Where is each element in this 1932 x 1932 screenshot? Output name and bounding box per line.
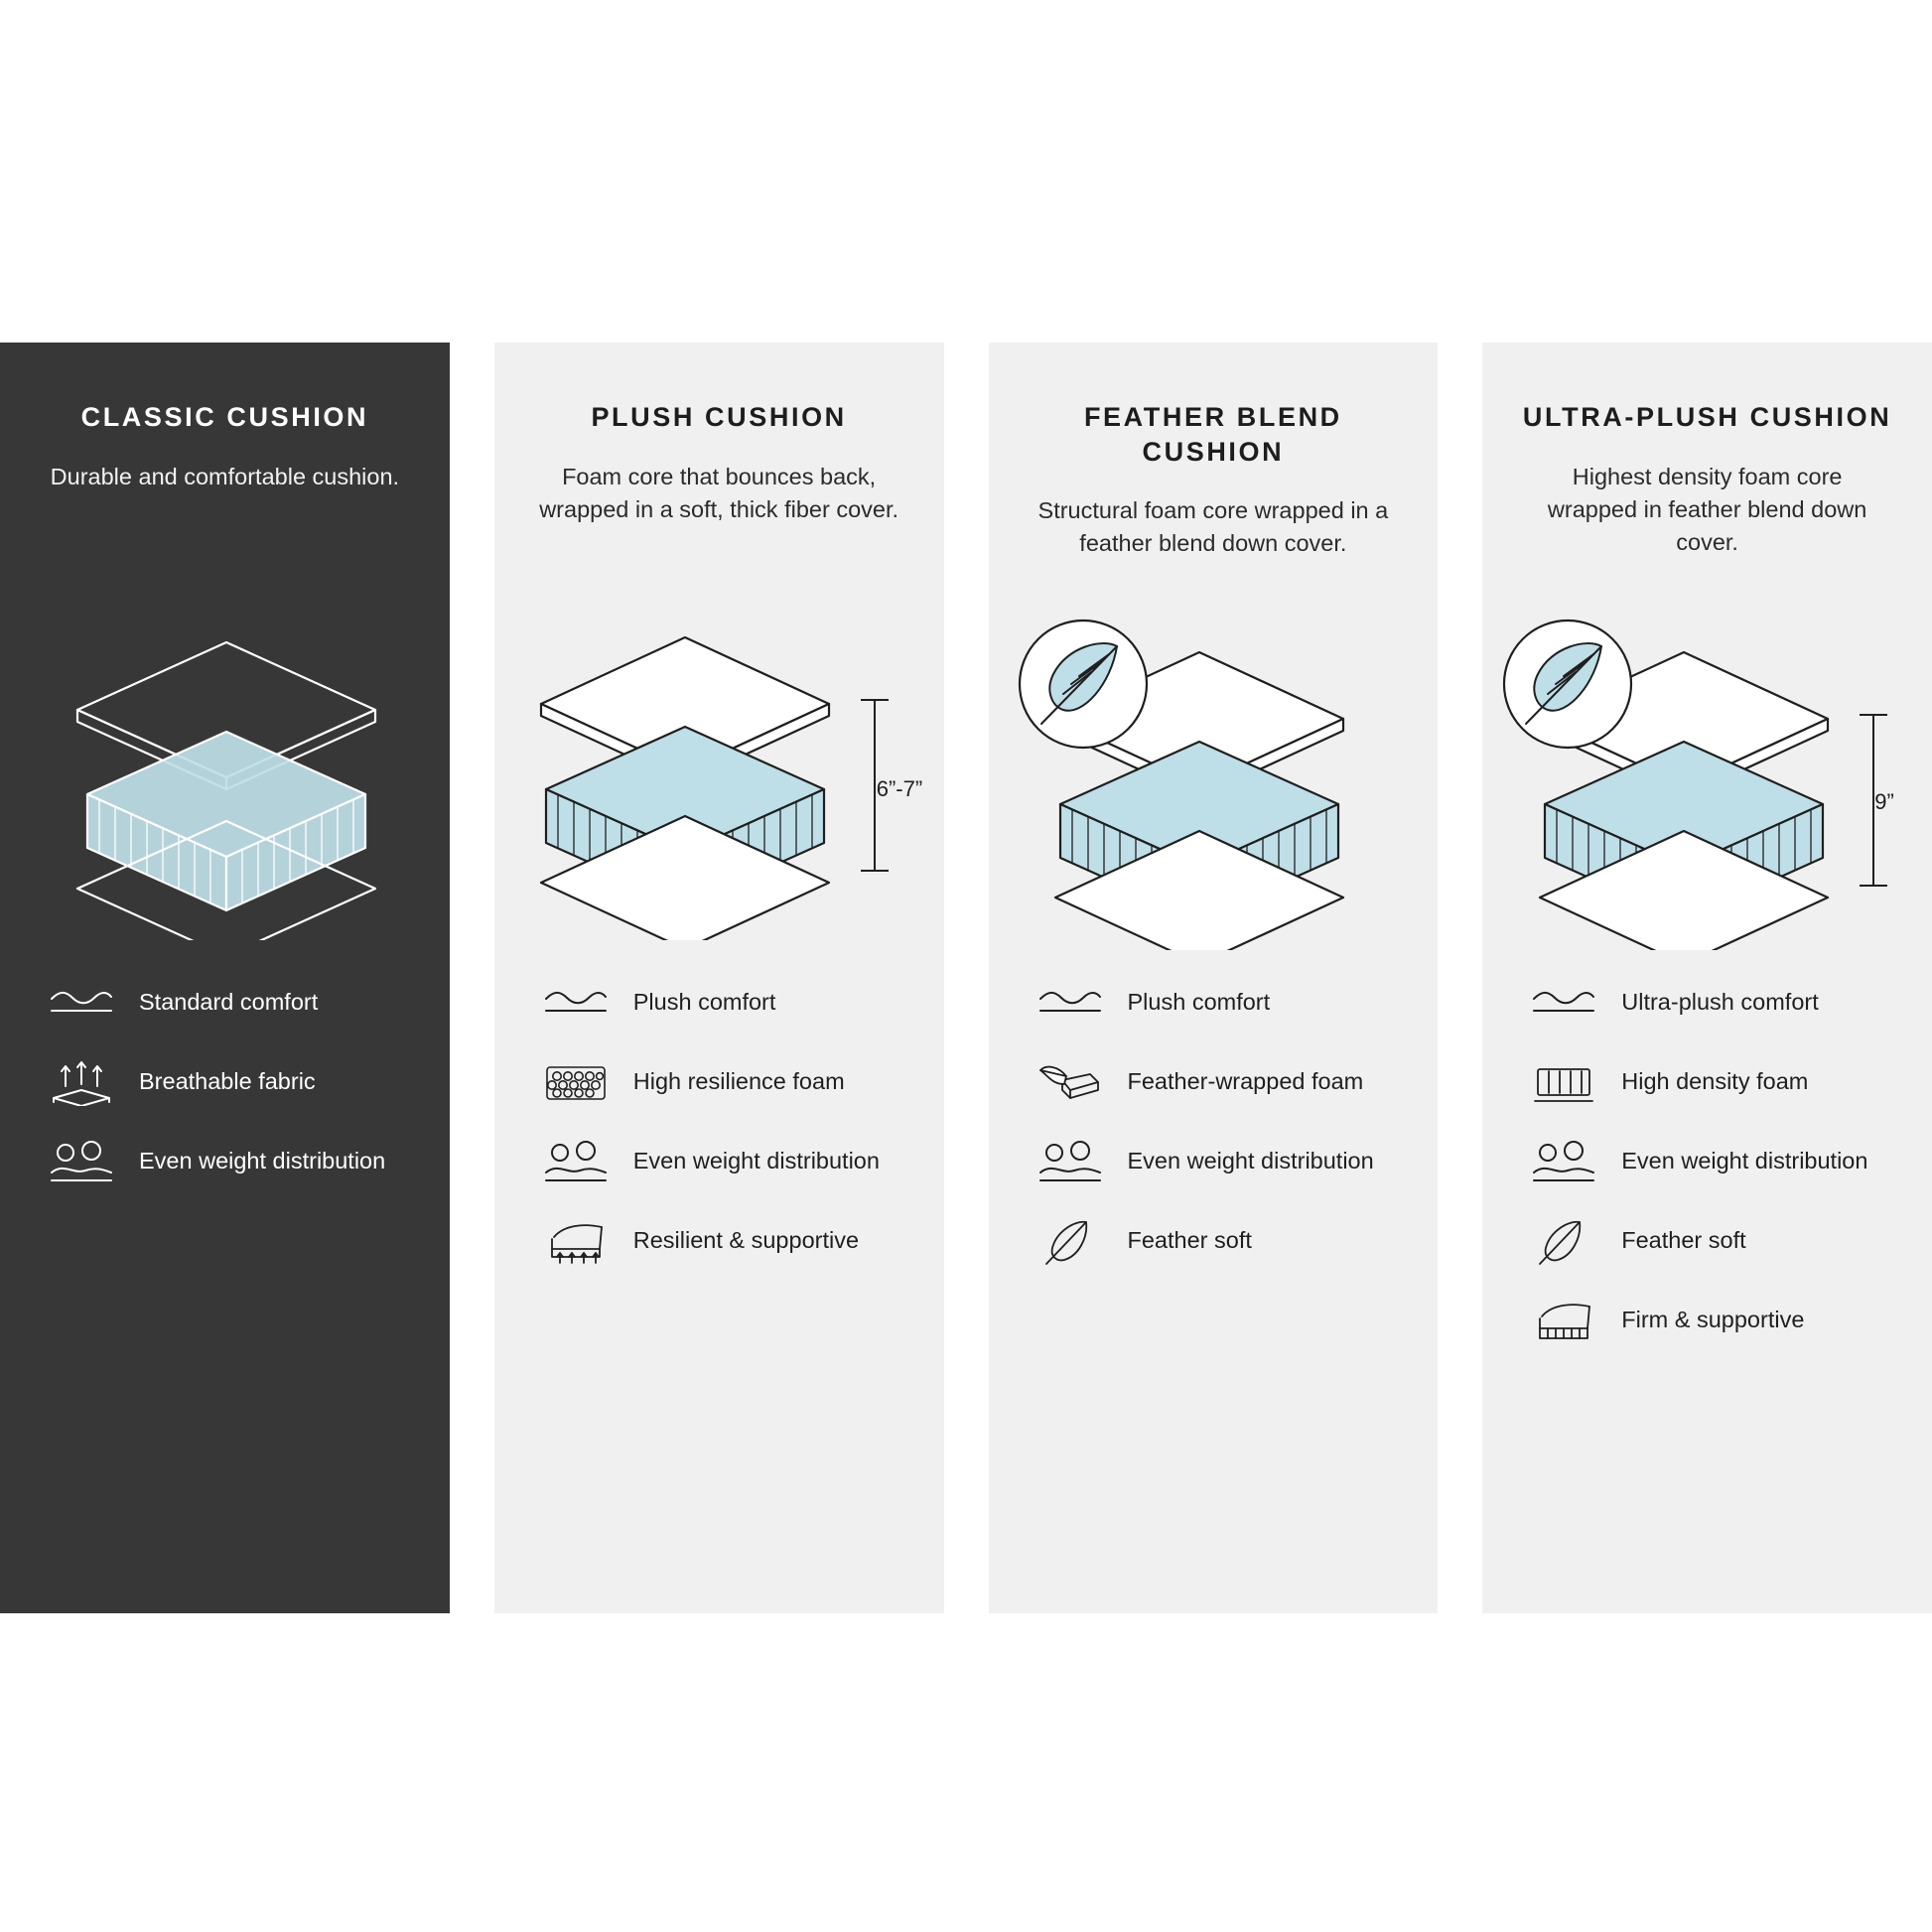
cushion-layer-diagram-feather-blend <box>989 613 1441 940</box>
feature-item <box>1530 1137 1902 1190</box>
card-description: Foam core that bounces back, wrapped in a soft, thick fiber cover. <box>539 463 899 522</box>
feature-item <box>542 1216 914 1270</box>
feature-label: Even weight distribution <box>1127 1148 1374 1173</box>
dimension-label: 6”-7” <box>876 776 923 801</box>
feather-icon <box>1036 1216 1104 1268</box>
feature-item <box>48 978 420 1032</box>
wave-lines-icon <box>1036 978 1104 1030</box>
feature-item <box>542 1137 914 1190</box>
card-title: FEATHER BLEND CUSHION <box>1083 402 1342 467</box>
card-description: Durable and comfortable cushion. <box>50 463 400 489</box>
feature-item <box>1530 1057 1902 1111</box>
feature-list <box>1530 978 1902 1375</box>
feature-label: Feather soft <box>1621 1227 1746 1253</box>
feature-item <box>48 1137 420 1190</box>
feature-label: Plush comfort <box>1127 989 1271 1015</box>
cushion-card-ultra-plush <box>1482 343 1932 1613</box>
feature-list <box>1036 978 1409 1296</box>
feature-label: Ultra-plush comfort <box>1621 989 1819 1015</box>
feature-item <box>1530 1216 1902 1270</box>
feature-item <box>1036 978 1409 1032</box>
resilient-support-arrows-icon <box>542 1216 610 1268</box>
feature-label: Feather soft <box>1127 1227 1252 1253</box>
feature-item <box>48 1057 420 1111</box>
card-title: ULTRA-PLUSH CUSHION <box>1522 402 1892 432</box>
feature-item <box>1530 978 1902 1032</box>
even-weight-distribution-icon <box>48 1137 115 1188</box>
feature-list <box>48 978 420 1216</box>
feature-label: Even weight distribution <box>1621 1148 1868 1173</box>
feature-list <box>542 978 914 1296</box>
card-description: Structural foam core wrapped in a feather blend down cover. <box>1037 497 1389 557</box>
feature-label: Standard comfort <box>139 989 319 1015</box>
feather-icon <box>1530 1216 1597 1268</box>
feature-label: Plush comfort <box>632 989 776 1015</box>
firm-support-icon <box>1530 1296 1597 1347</box>
card-title: PLUSH CUSHION <box>591 402 847 432</box>
feature-label: Feather-wrapped foam <box>1127 1068 1364 1094</box>
cushion-card-classic <box>0 343 450 1613</box>
feature-label: Resilient & supportive <box>632 1227 860 1253</box>
wave-lines-icon <box>1530 978 1597 1030</box>
card-title: CLASSIC CUSHION <box>80 402 369 432</box>
feature-label: Even weight distribution <box>139 1148 386 1173</box>
cushion-layer-diagram-plush <box>494 613 946 940</box>
feature-label: High density foam <box>1621 1068 1809 1094</box>
wave-lines-icon <box>48 978 115 1030</box>
cushion-card-plush <box>494 343 944 1613</box>
breathable-fabric-arrows-icon <box>48 1057 115 1109</box>
feature-item <box>1530 1296 1902 1349</box>
feature-label: Breathable fabric <box>139 1068 316 1094</box>
even-weight-distribution-icon <box>1530 1137 1597 1188</box>
feature-label: Even weight distribution <box>632 1148 880 1173</box>
feature-label: High resilience foam <box>632 1068 845 1094</box>
even-weight-distribution-icon <box>1036 1137 1104 1188</box>
even-weight-distribution-icon <box>542 1137 610 1188</box>
cushion-card-row <box>0 343 1932 1613</box>
honeycomb-foam-icon <box>542 1057 610 1109</box>
feature-item <box>542 1057 914 1111</box>
feature-item <box>1036 1137 1409 1190</box>
feature-item <box>1036 1057 1409 1111</box>
wave-lines-icon <box>542 978 610 1030</box>
feather-wrapped-foam-icon <box>1036 1057 1104 1109</box>
dimension-label: 9” <box>1874 789 1894 814</box>
cushion-card-feather-blend <box>989 343 1439 1613</box>
high-density-foam-icon <box>1530 1057 1597 1109</box>
feature-item <box>542 978 914 1032</box>
card-description: Highest density foam core wrapped in feather blend down cover. <box>1547 463 1867 556</box>
cushion-layer-diagram-classic <box>0 613 452 940</box>
feature-label: Firm & supportive <box>1621 1307 1805 1332</box>
cushion-layer-diagram-ultra-plush <box>1482 613 1932 940</box>
feature-item <box>1036 1216 1409 1270</box>
